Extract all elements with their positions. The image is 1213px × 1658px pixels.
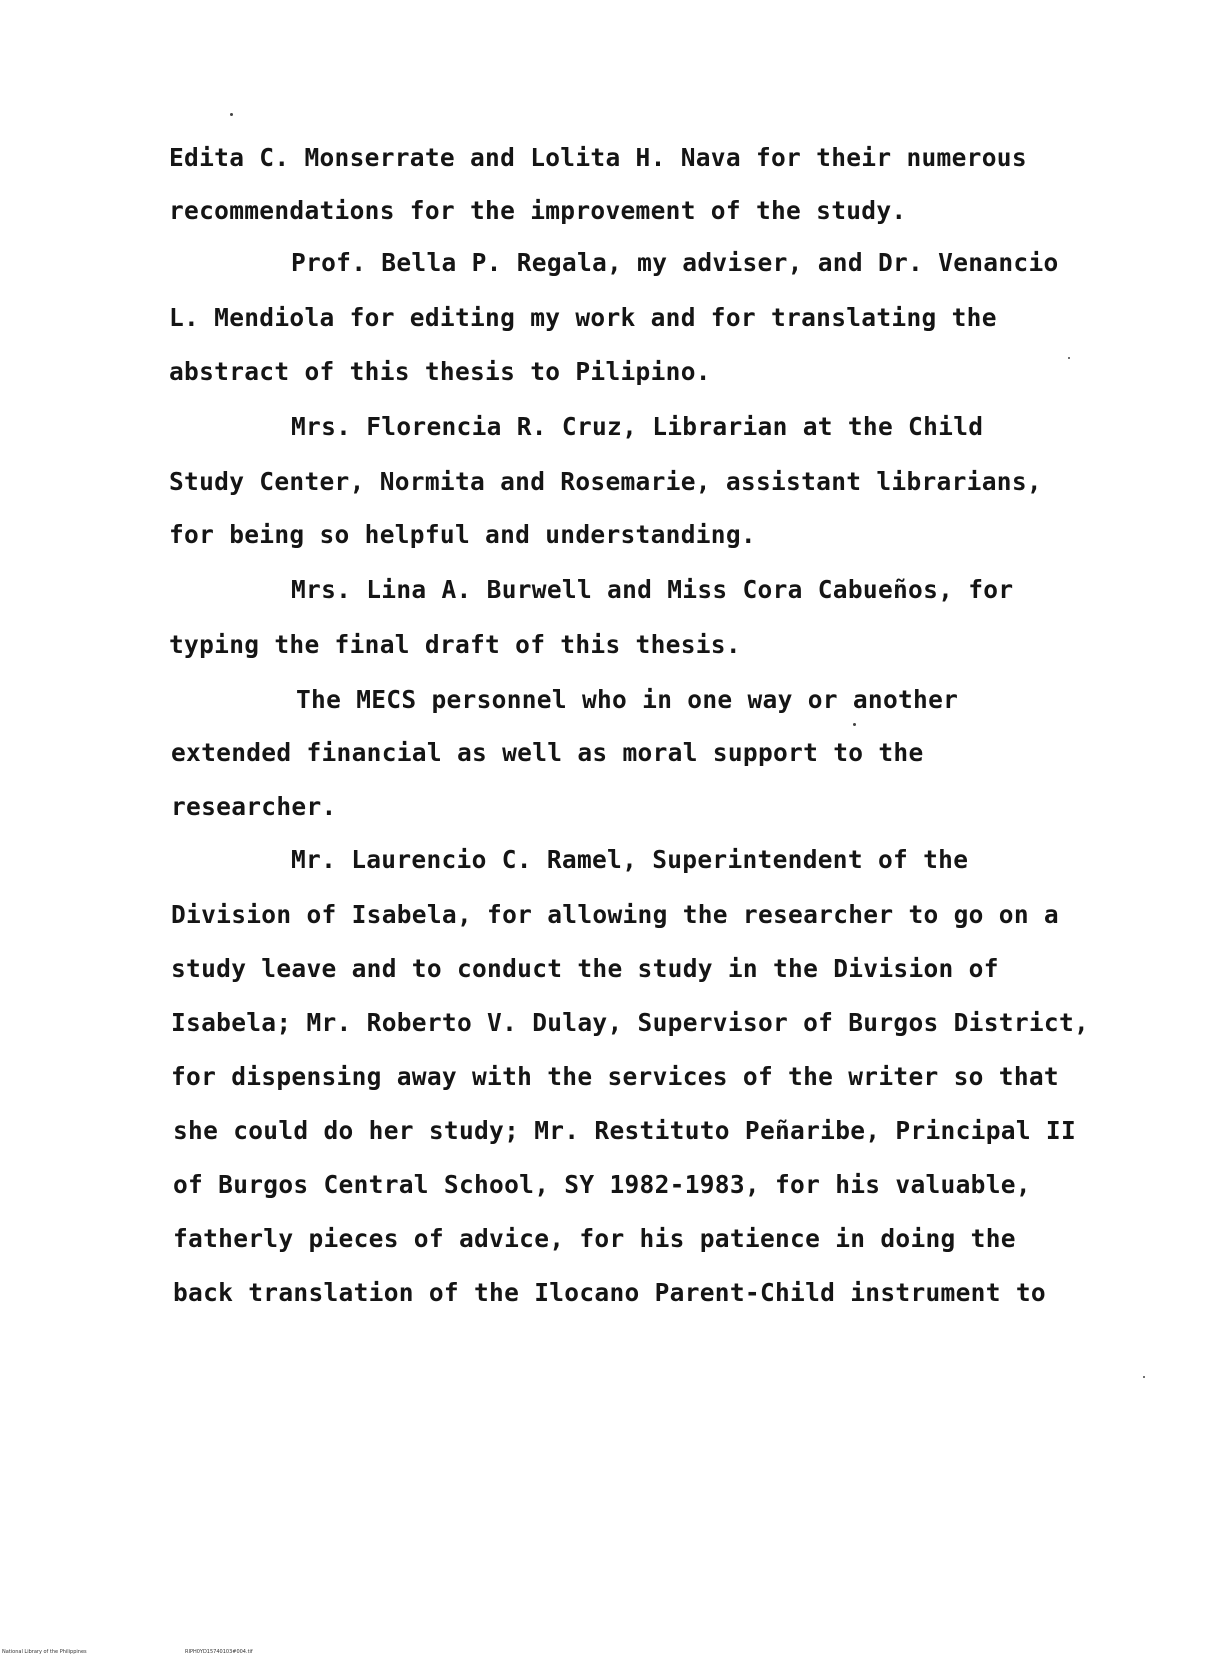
text-line: Study Center, Normita and Rosemarie, assistant librarians,: [169, 467, 1042, 496]
text-line: Division of Isabela, for allowing the researcher to go on a: [171, 900, 1059, 929]
text-line: she could do her study; Mr. Restituto Peñaribe, Principal II: [173, 1116, 1077, 1145]
text-line: extended financial as well as moral support to the: [171, 738, 924, 767]
text-line: fatherly pieces of advice, for his patience in doing the: [173, 1224, 1016, 1253]
scan-speck: [1068, 357, 1070, 359]
footer-file-id: RIPH0YD15740103#004.tif: [185, 1649, 253, 1655]
text-line: Mrs. Florencia R. Cruz, Librarian at the Child: [291, 412, 984, 441]
text-line: L. Mendiola for editing my work and for translating the: [169, 303, 997, 332]
text-line: The MECS personnel who in one way or another: [296, 685, 959, 714]
scan-speck: [853, 723, 856, 726]
text-line: typing the final draft of this thesis.: [169, 630, 741, 659]
text-line: back translation of the Ilocano Parent-Child instrument to: [173, 1278, 1046, 1307]
text-line: for being so helpful and understanding.: [169, 520, 756, 549]
text-line: abstract of this thesis to Pilipino.: [169, 357, 711, 386]
text-line: recommendations for the improvement of the study.: [169, 196, 907, 225]
text-line: Prof. Bella P. Regala, my adviser, and Dr. Venancio: [291, 248, 1059, 277]
text-line: Edita C. Monserrate and Lolita H. Nava for their numerous: [169, 143, 1027, 172]
text-line: for dispensing away with the services of the writer so that: [171, 1062, 1059, 1091]
text-line: Mrs. Lina A. Burwell and Miss Cora Cabueños, for: [291, 575, 1014, 604]
text-line: study leave and to conduct the study in the Division of: [171, 954, 999, 983]
scan-speck: [230, 113, 233, 116]
text-line: Isabela; Mr. Roberto V. Dulay, Supervisor of Burgos District,: [171, 1008, 1090, 1037]
footer-library: National Library of the Philippines: [2, 1649, 87, 1655]
text-line: Mr. Laurencio C. Ramel, Superintendent of the: [291, 845, 969, 874]
text-line: of Burgos Central School, SY 1982-1983, for his valuable,: [173, 1170, 1031, 1199]
text-line: researcher.: [171, 792, 337, 821]
scan-speck: [1143, 1376, 1145, 1378]
